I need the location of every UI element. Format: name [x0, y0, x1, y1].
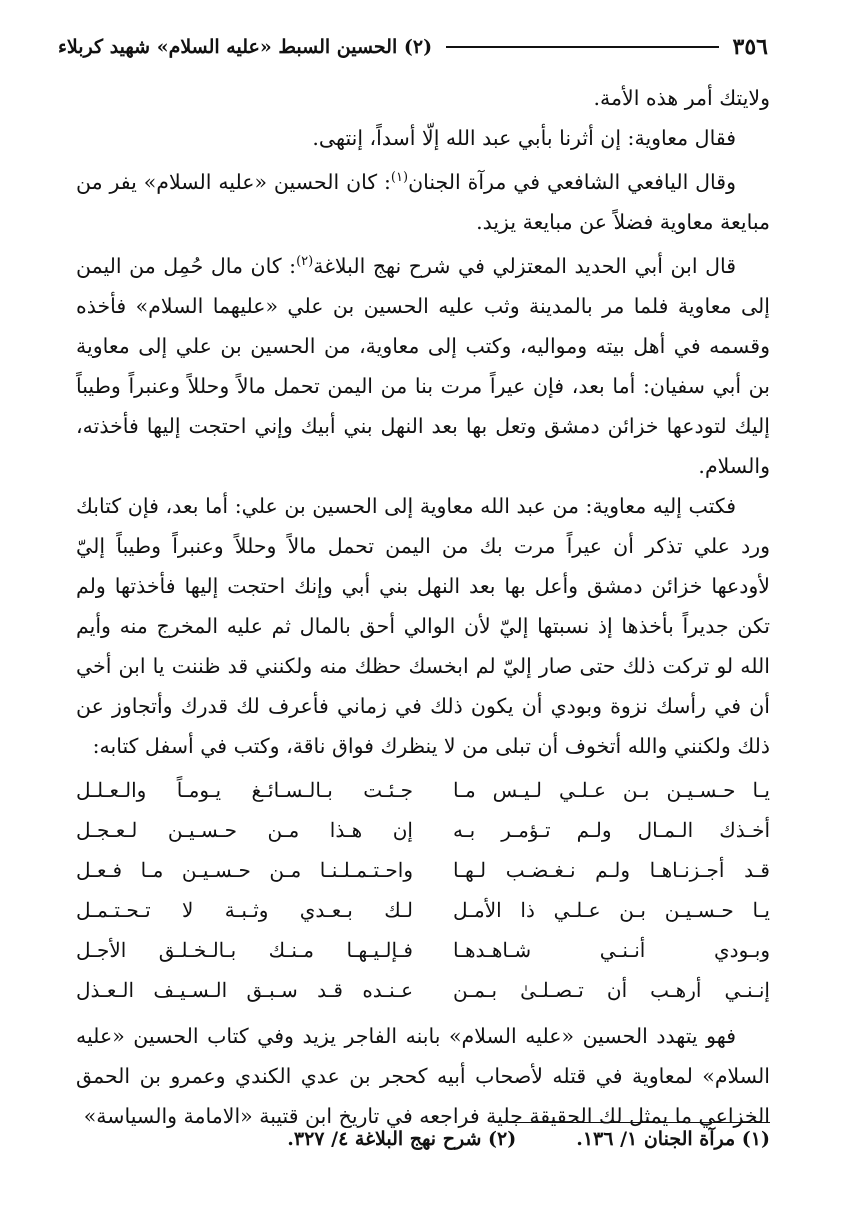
running-title: (٢) الحسين السبط «عليه السلام» شهيد كربلاء [58, 36, 433, 58]
verse-second-hemistich: لـك بـعـدي وثـبـة لا تـحـتـمـل [76, 897, 413, 922]
poem-verse [76, 890, 770, 930]
verse-second-hemistich: واحـتـمـلـنـا مـن حـسـيـن مـا فـعـل [76, 857, 413, 882]
footnote-rule [510, 1122, 770, 1123]
poem-verse [76, 930, 770, 970]
paragraph: فكتب إليه معاوية: من عبد الله معاوية إلى الحسين بن علي: أما بعد، فإن كتابك ورد علي تذكر أن عيراً مرت بك من اليمن تحمل مالاً وحللاً وعنبراً وطيباً إليّ لأودعها خزائن دمشق وأعل بها بعد النهل بني أبي وإنك احتجت إليها فأخذتها ولم تكن جديراً بأخذها إذ نسبتها إليّ لأن الوالي أحق بالمال ثم عليه المخرج منه وأيم الله لو تركت ذلك حتى صار إليّ لم ابخسك حظك منه ولكنني قد ظننت يا ابن أخي أن في رأسك نزوة وبودي أن يكون ذلك في زماني فأعرف لك قدرك وأتجاوز عن ذلك ولكنني والله أتخوف أن تبلى من لا ينظرك فواق ناقة، وكتب في أسفل كتابه: [76, 493, 770, 758]
verse-first-hemistich: يـا حـسـيـن بـن عـلـي ذا الأمـل [453, 897, 770, 922]
footnotes [200, 1128, 770, 1150]
page-body [76, 78, 770, 1136]
verse-first-hemistich: أخـذك الـمـال ولـم تـؤمـر بـه [453, 817, 770, 842]
footnote: (٢) شرح نهج البلاغة ٤/ ٣٢٧. [287, 1128, 517, 1150]
footnote-ref: (٢) [296, 253, 314, 269]
paragraph-text: قال ابن أبي الحديد المعتزلي في شرح نهج البلاغة [313, 253, 737, 278]
verse-first-hemistich: يـا حـسـيـن بـن عـلـي لـيـس مـا [453, 777, 770, 802]
paragraph: ولايتك أمر هذه الأمة. [593, 86, 770, 110]
poem [76, 770, 770, 1010]
running-header [58, 30, 768, 64]
paragraph-text: وقال اليافعي الشافعي في مرآة الجنان [408, 169, 736, 194]
verse-first-hemistich: وبـودي أنـنـي شـاهـدهـا [453, 937, 770, 962]
paragraph-text: : كان الحسين «عليه السلام» يفر من مبايعة معاوية فضلاً عن مبايعة يزيد. [76, 169, 770, 234]
poem-verse [76, 810, 770, 850]
paragraph-text: : كان مال حُمِل من اليمن إلى معاوية فلما مر بالمدينة وثب عليه الحسين بن علي «عليهما السلام» فأخذه وقسمه في أهل بيته ومواليه، وكتب إلى معاوية، من الحسين بن علي إلى معاوية بن أبي سفيان: أما بعد، فإن عيراً مرت بنا من اليمن تحمل مالاً وحللاً وعنبراً وطيباً إليك لتودعها خزائن دمشق وتعل بها بعد النهل بني أبيك وإني احتجت إليها فأخذته، والسلام. [76, 253, 770, 478]
footnote: (١) مرآة الجنان ١/ ١٣٦. [576, 1128, 770, 1150]
footnote-ref: (١) [390, 170, 409, 185]
poem-verse [76, 970, 770, 1010]
verse-second-hemistich: جـئـت بـالـسـائـغ يـومـاً والـعـلـل [76, 777, 413, 802]
header-rule [446, 46, 718, 48]
verse-second-hemistich: فـإلـيـهـا مـنـك بـالـخـلـق الأجـل [76, 937, 413, 962]
poem-verse [76, 770, 770, 810]
paragraph: فهو يتهدد الحسين «عليه السلام» بابنه الفاجر يزيد وفي كتاب الحسين «عليه السلام» لمعاوية في قتله لأصحاب أبيه كحجر بن عدي الكندي وعمرو بن الحمق الخزاعي ما يمثل لك الحقيقة جلية فراجعه في تاريخ ابن قتيبة «الامامة والسياسة» [76, 1023, 770, 1128]
paragraph [76, 158, 770, 242]
verse-first-hemistich: قـد أجـزنـاهـا ولـم نـغـضـب لـهـا [453, 857, 770, 882]
poem-verse [76, 850, 770, 890]
paragraph: فقال معاوية: إن أثرنا بأبي عبد الله إلّا أسداً، إنتهى. [312, 126, 736, 150]
verse-second-hemistich: إن هـذا مـن حـسـيـن لـعـجـل [76, 817, 413, 842]
verse-second-hemistich: عـنـده قـد سـبـق الـسـيـف الـعـذل [76, 977, 413, 1002]
paragraph [76, 242, 770, 486]
verse-first-hemistich: إنـنـي أرهـب أن تـصـلـىٰ بـمـن [453, 977, 770, 1002]
page-number: ٣٥٦ [732, 34, 768, 60]
